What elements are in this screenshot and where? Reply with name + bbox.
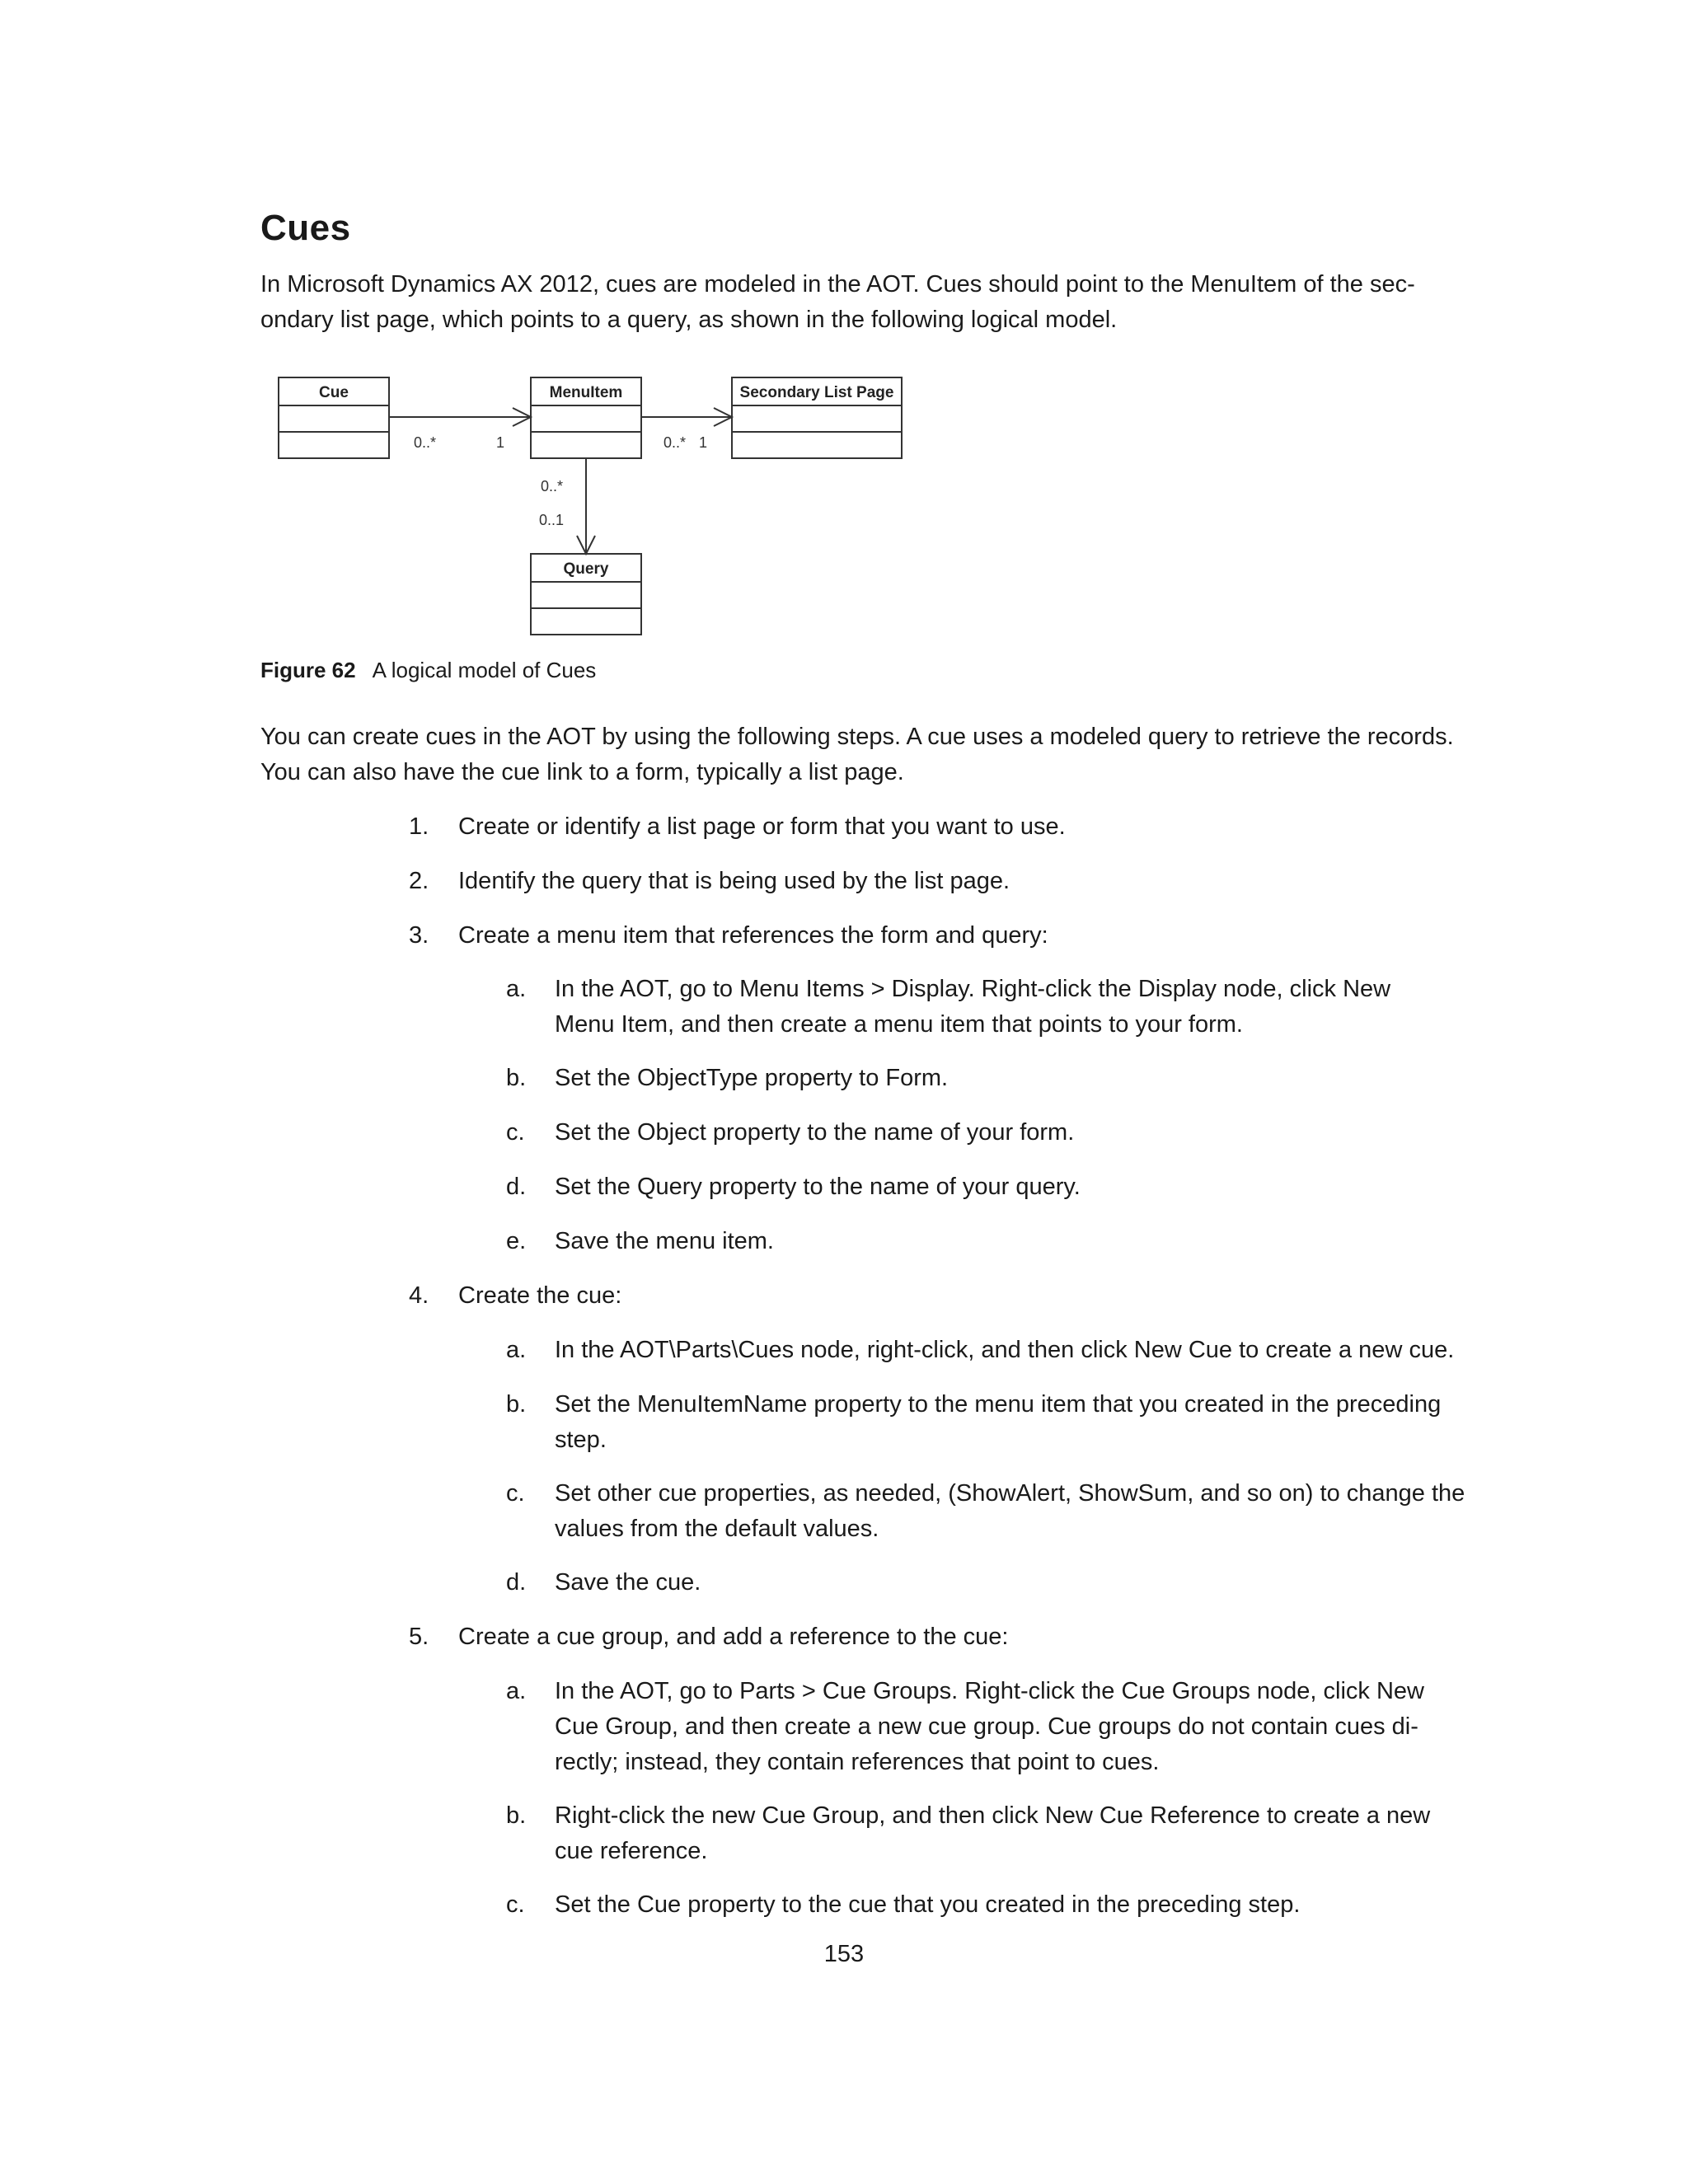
multiplicity-label: 0..* [541,478,564,494]
substep-letter: d. [506,1569,527,1596]
step-number: 2. [409,868,429,894]
step-text: Create a menu item that references the form and query: [458,922,1048,949]
substep-letter: a. [506,1678,527,1704]
query-box-title: Query [563,560,609,578]
substep-line: Save the cue. [555,1569,701,1596]
substep-letter: b. [506,1802,527,1829]
step-number: 1. [409,813,429,840]
step-number: 3. [409,922,429,949]
substep-line: Save the menu item. [555,1228,774,1254]
substep-line: In the AOT\Parts\Cues node, right-click, and then click New Cue to create a new cue. [555,1337,1455,1363]
secondary-list-page-box-title: Secondary List Page [739,384,894,401]
substep-line: rectly; instead, they contain references that point to cues. [555,1749,1160,1775]
paragraph-line: You can create cues in the AOT by using the following steps. A cue uses a modeled query to retrieve the records. [260,724,1454,750]
intro-paragraph [260,267,1447,338]
substep-letter: b. [506,1391,527,1418]
multiplicity-label: 1 [496,434,505,451]
page-number: 153 [823,1941,865,1967]
multiplicity-label: 0..1 [539,512,565,528]
steps-intro-paragraph [260,719,1464,790]
substep-line: Right-click the new Cue Group, and then click New Cue Reference to create a new [555,1802,1431,1829]
logical-model-diagram [272,371,931,643]
intro-line: ondary list page, which points to a query, as shown in the following logical model. [260,307,1118,333]
substep-line: Cue Group, and then create a new cue group. Cue groups do not contain cues di- [555,1713,1418,1740]
substep-letter: a. [506,1337,527,1363]
multiplicity-label: 1 [699,434,708,451]
substep-letter: e. [506,1228,527,1254]
substep-line: step. [555,1427,607,1453]
substep-line: Set other cue properties, as needed, (ShowAlert, ShowSum, and so on) to change the [555,1480,1465,1507]
menuitem-box-title: MenuItem [549,384,623,401]
substep-letter: b. [506,1065,527,1091]
step-number: 4. [409,1282,429,1309]
section-heading: Cues [260,208,351,248]
substep-line: In the AOT, go to Menu Items > Display. Right-click the Display node, click New [555,976,1391,1002]
substep-line: In the AOT, go to Parts > Cue Groups. Right-click the Cue Groups node, click New [555,1678,1424,1704]
substep-line: cue reference. [555,1838,708,1864]
multiplicity-label: 0..* [663,434,687,451]
step-text: Identify the query that is being used by the list page. [458,868,1010,894]
multiplicity-label: 0..* [414,434,437,451]
paragraph-line: You can also have the cue link to a form, typically a list page. [260,759,904,785]
substep-letter: c. [506,1891,525,1918]
figure-caption-text: A logical model of Cues [372,658,597,682]
substep-line: Set the Object property to the name of your form. [555,1119,1075,1146]
substep-line: Set the Cue property to the cue that you created in the preceding step. [555,1891,1301,1918]
step-text: Create the cue: [458,1282,622,1309]
substep-line: Set the MenuItemName property to the menu item that you created in the preceding [555,1391,1442,1418]
step-text: Create or identify a list page or form that you want to use. [458,813,1066,840]
figure-label: Figure 62 [260,658,356,682]
substep-letter: a. [506,976,527,1002]
cue-box-title: Cue [319,384,349,401]
figure-caption [260,658,596,683]
substep-line: Menu Item, and then create a menu item that points to your form. [555,1011,1243,1038]
substep-letter: d. [506,1174,527,1200]
step-number: 5. [409,1624,429,1650]
substep-line: Set the Query property to the name of your query. [555,1174,1081,1200]
substep-letter: c. [506,1119,525,1146]
step-text: Create a cue group, and add a reference to the cue: [458,1624,1009,1650]
substep-line: values from the default values. [555,1516,879,1542]
substep-letter: c. [506,1480,525,1507]
intro-line: In Microsoft Dynamics AX 2012, cues are modeled in the AOT. Cues should point to the MenuItem of the sec- [260,271,1415,298]
substep-line: Set the ObjectType property to Form. [555,1065,949,1091]
